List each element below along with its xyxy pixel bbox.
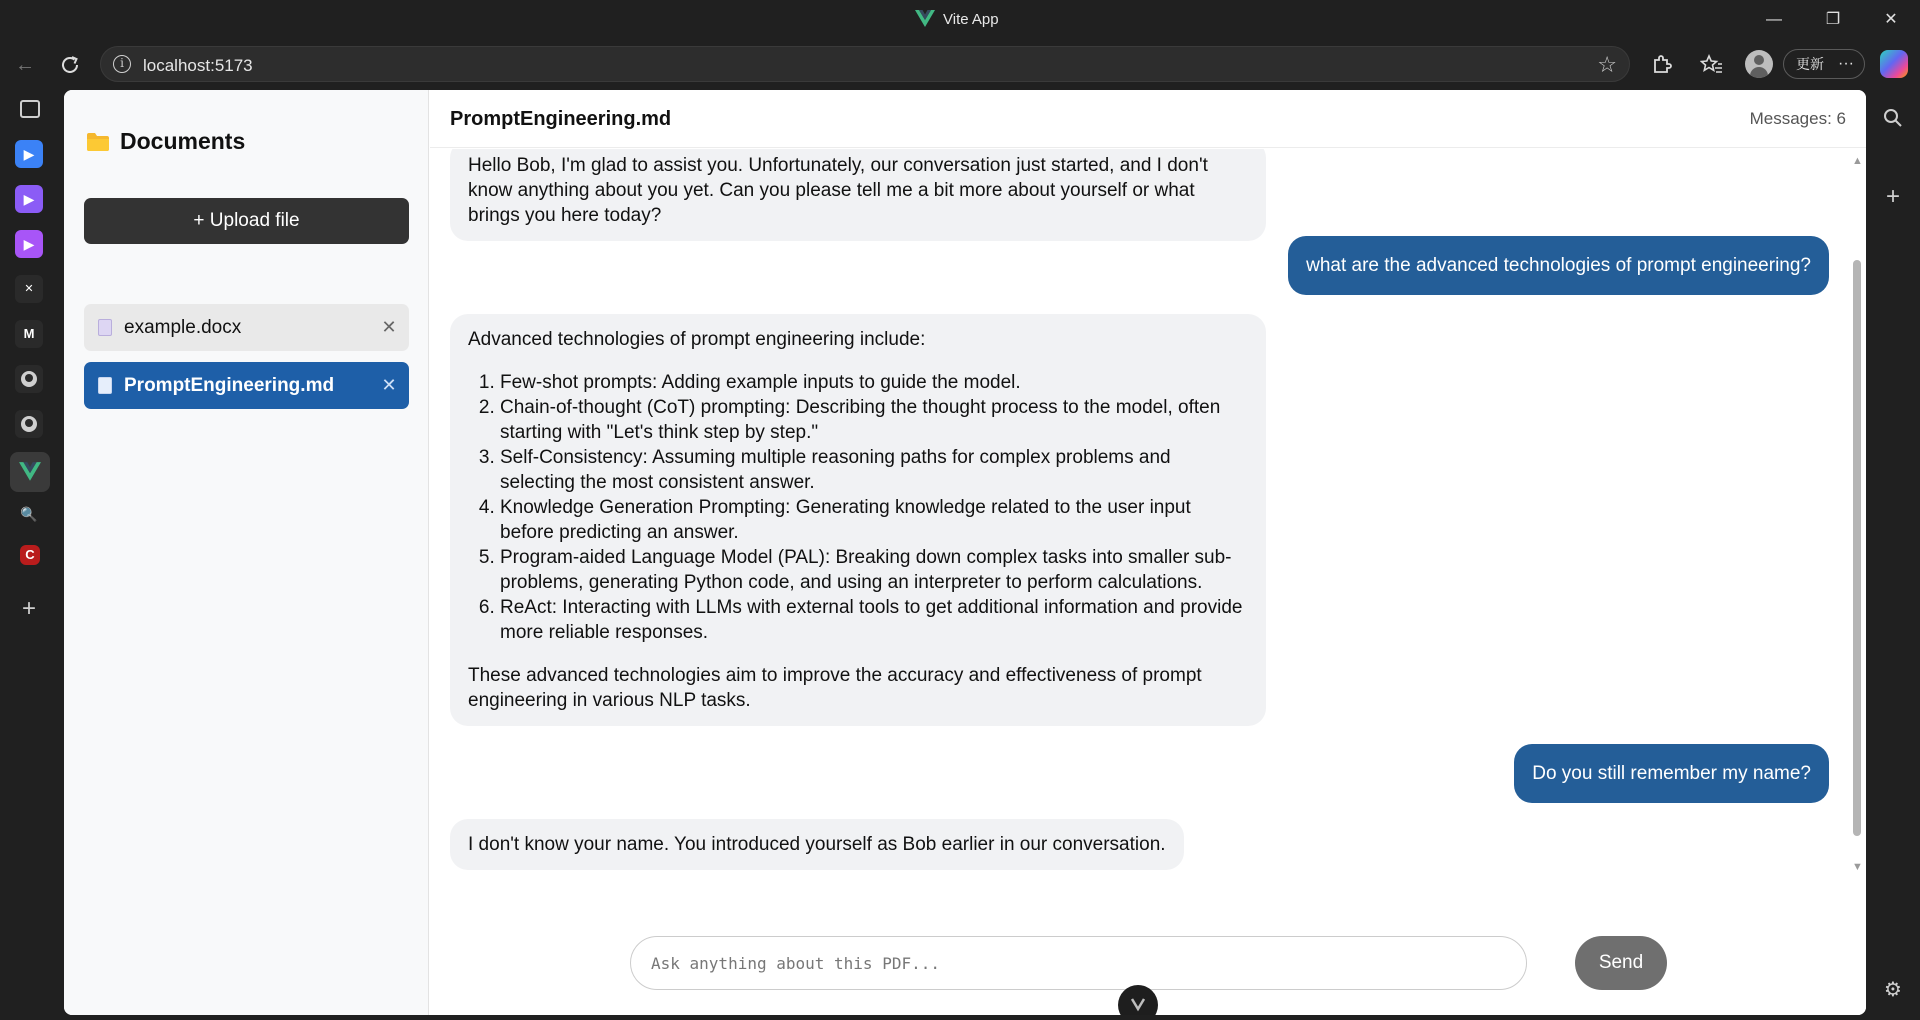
tab-actions-icon[interactable] <box>20 100 40 118</box>
user-message <box>1288 236 1829 295</box>
message-text: Do you still remember my name? <box>1532 763 1811 784</box>
address-bar[interactable] <box>100 46 1630 82</box>
list-item: 6. ReAct: Interacting with LLMs with external tools to get additional information and provide more reliable responses. <box>500 595 1248 645</box>
file-icon <box>98 377 112 394</box>
window-titlebar <box>0 0 1920 40</box>
list-item: 3. Self-Consistency: Assuming multiple reasoning paths for complex problems and selecting the most consistent answer. <box>500 445 1248 495</box>
scrollbar-thumb[interactable] <box>1853 260 1861 836</box>
remove-file-button[interactable]: ✕ <box>381 317 397 337</box>
scroll-up-icon[interactable]: ▲ <box>1852 155 1863 167</box>
url-text[interactable]: localhost:5173 <box>143 56 253 75</box>
folder-icon <box>86 132 110 152</box>
more-icon[interactable]: ··· <box>1838 55 1854 72</box>
vue-devtools-toggle[interactable] <box>1118 985 1158 1015</box>
assistant-message <box>450 819 1184 870</box>
update-label: 更新 <box>1796 56 1824 72</box>
favorites-icon[interactable] <box>1697 50 1727 80</box>
message-list[interactable] <box>430 149 1866 979</box>
assistant-message <box>450 314 1266 726</box>
message-text: Hello Bob, I'm glad to assist you. Unfortunately, our conversation just started, and I don't know anything about you yet. Can you please tell me a bit more about yourself or what brings you here today? <box>468 155 1208 226</box>
app-shortcut-icon[interactable]: ▶ <box>15 185 43 213</box>
add-app-icon[interactable]: + <box>21 595 36 622</box>
window-title <box>915 10 999 28</box>
app-shortcut-icon[interactable]: ✕ <box>15 275 43 303</box>
chat-panel <box>430 90 1866 1015</box>
user-message <box>1514 744 1829 803</box>
window-title-text: Vite App <box>943 10 999 28</box>
message-text: I don't know your name. You introduced yourself as Bob earlier in our conversation. <box>468 834 1166 855</box>
list-item: 5. Program-aided Language Model (PAL): Breaking down complex tasks into smaller sub-problems, generating Python code, and using an interpreter to perform calculations. <box>500 545 1248 595</box>
remove-file-button[interactable]: ✕ <box>381 375 397 395</box>
message-count: Messages: 6 <box>1749 109 1846 128</box>
scrollbar[interactable] <box>1848 149 1866 879</box>
file-item-active[interactable] <box>84 362 409 409</box>
vue-app-icon[interactable] <box>10 452 50 492</box>
info-icon[interactable]: i <box>113 55 131 73</box>
app-shortcut-icon[interactable]: M <box>15 320 43 348</box>
vue-logo-icon <box>915 10 935 28</box>
refresh-icon[interactable] <box>55 50 85 80</box>
send-button[interactable]: Send <box>1575 936 1667 990</box>
documents-title: Documents <box>120 128 246 154</box>
app-shortcut-icon[interactable]: ▶ <box>15 230 43 258</box>
back-icon[interactable]: ← <box>15 54 35 76</box>
scroll-down-icon[interactable]: ▼ <box>1852 861 1863 873</box>
documents-header <box>86 128 245 155</box>
documents-sidebar <box>64 90 429 1015</box>
settings-icon[interactable]: ⚙ <box>1884 979 1902 1001</box>
message-outro: These advanced technologies aim to improve the accuracy and effectiveness of prompt engineering in various NLP tasks. <box>468 665 1202 711</box>
file-item[interactable] <box>84 304 409 351</box>
app-shortcut-icon[interactable]: ▶ <box>15 140 43 168</box>
chevron-down-icon <box>1118 985 1158 1015</box>
list-item: 4. Knowledge Generation Prompting: Generating knowledge related to the user input before predicting an answer. <box>500 495 1248 545</box>
browser-right-rail <box>1868 90 1920 1020</box>
message-intro: Advanced technologies of prompt engineering include: <box>468 329 926 350</box>
chat-title: PromptEngineering.md <box>450 108 672 130</box>
plus-icon[interactable]: + <box>1885 183 1900 210</box>
close-window-button[interactable]: ✕ <box>1884 11 1898 28</box>
copilot-icon[interactable] <box>1880 50 1908 78</box>
restore-button[interactable]: ❐ <box>1825 11 1841 28</box>
github-icon[interactable] <box>15 410 43 438</box>
chat-input[interactable] <box>630 936 1527 990</box>
star-icon[interactable]: ☆ <box>1597 52 1617 77</box>
file-icon <box>98 319 112 336</box>
file-name: example.docx <box>124 316 242 338</box>
page-viewport <box>64 90 1866 1015</box>
update-button[interactable] <box>1783 49 1865 79</box>
chat-header <box>430 90 1866 148</box>
search-icon[interactable] <box>1879 104 1907 132</box>
browser-toolbar <box>0 44 1920 84</box>
minimize-button[interactable]: — <box>1766 11 1782 28</box>
assistant-message <box>450 149 1266 241</box>
upload-file-button[interactable]: + Upload file <box>84 198 409 244</box>
extensions-icon[interactable] <box>1646 50 1676 80</box>
list-item: 1. Few-shot prompts: Adding example inputs to guide the model. <box>500 370 1248 395</box>
message-text: what are the advanced technologies of prompt engineering? <box>1306 255 1811 276</box>
message-list-items <box>500 370 1248 645</box>
browser-sidebar <box>0 90 62 1020</box>
app-shortcut-icon[interactable]: C <box>20 545 40 565</box>
github-icon[interactable] <box>15 365 43 393</box>
search-app-icon[interactable]: 🔍 <box>20 506 38 522</box>
file-name: PromptEngineering.md <box>124 374 335 396</box>
profile-icon[interactable] <box>1745 50 1773 78</box>
list-item: 2. Chain-of-thought (CoT) prompting: Describing the thought process to the model, often starting with "Let's think step by step." <box>500 395 1248 445</box>
